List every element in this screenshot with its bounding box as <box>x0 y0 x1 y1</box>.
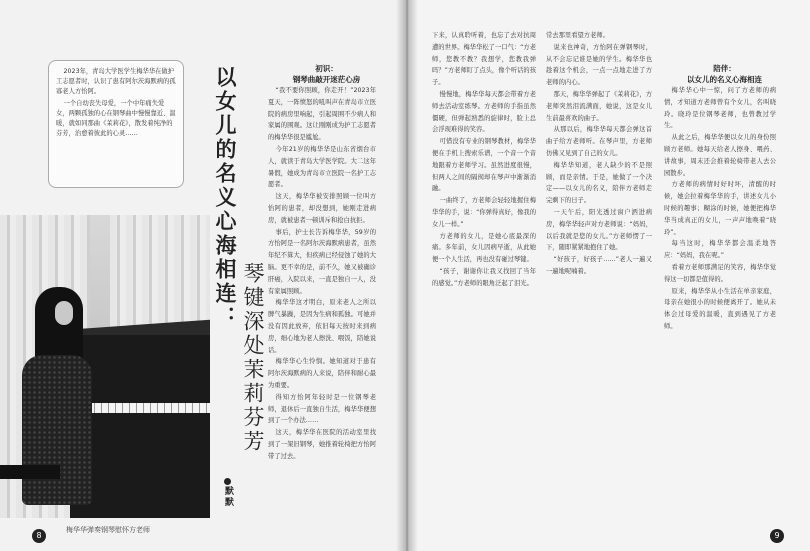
paragraph: 今年21岁的梅华华是山东省烟台市人，就读于青岛大学医学院。大二这年暑假，她成为青岛市立医院一名护工志愿者。 <box>268 145 376 189</box>
author-name: 默默 <box>223 486 233 508</box>
piano-keys <box>74 403 210 413</box>
paragraph: 这天，梅华华被安排照顾一位叫方怡阿的患者，却没想到，她刚走进病房，就被患者一顿训斥和抢白抗拒。 <box>268 193 376 224</box>
paragraph: 方老师的病情时好时坏，清醒的时候，她会拉着梅华华的手，讲述女儿小时候的趣事；糊涂的时候，她便把梅华华当成真正的女儿，一声声地唤着“晓玲”。 <box>664 181 776 236</box>
intro-paragraph: 2023年，青岛大学医学生梅华华在做护工志愿者时，认识了患有阿尔茨海默病的孤寡老人方怡阿。 <box>56 68 176 95</box>
text-column <box>546 30 652 522</box>
article-title: 以女儿的名义心海相连： <box>213 66 238 330</box>
text-column <box>268 64 376 514</box>
paragraph: “孩子，谢谢你让我又找回了当年的感觉。”方老师的眼角泛起了泪光。 <box>432 267 536 287</box>
page-number: 9 <box>770 529 784 543</box>
paragraph: 说来也神奇，方怡阿在弹钢琴时，从不会忘记谁是她的学生。梅华华也趁着这个机会，一点一点地走进了方老师的内心。 <box>546 43 652 87</box>
paragraph: 方老师的女儿，是她心底最深的痛。多年前，女儿因病早逝，从此她便一个人生活，再也没有碰过琴键。 <box>432 232 536 264</box>
article-subtitle: 琴键深处茉莉芬芳 <box>241 262 265 454</box>
paragraph: 得知方怡阿年轻时是一位钢琴老师，退休后一直独自生活，梅华华便想到了一个办法…… <box>268 393 376 425</box>
piano-bench <box>0 465 60 479</box>
page-gutter <box>396 0 418 551</box>
section-title: 初识： <box>315 64 338 73</box>
paragraph: 梅华华知道，老人缺少的不是照顾，而是亲情。于是，她做了一个决定——以女儿的名义，陪伴方老师走完剩下的日子。 <box>546 161 652 205</box>
paragraph: 慢慢地，梅华华每天都会带着方老师去活动室练琴。方老师的手指虽然僵硬，但弹起熟悉的旋律时，脸上总会浮现难得的笑容。 <box>432 90 536 134</box>
paragraph: 这天，梅华华在医院的活动室里找到了一架旧钢琴，她推着轮椅把方怡阿带了过去。 <box>268 429 376 460</box>
paragraph: 梅华华心中一惊，问了方老师的病情，才知道方老师曾有个女儿，名叫晓玲。晓玲是位钢琴老师，也曾教过学生。 <box>664 87 776 130</box>
paragraph: 梅华华这才明白，原来老人之所以脾气暴躁，是因为生病和孤独。可她并没有因此放弃，依旧每天按时来到病房，细心地为老人擦洗、喂饭，陪她说话。 <box>268 299 376 354</box>
paragraph: 一曲终了，方老师会轻轻地握住梅华华的手，说：“你弹得真好，像我的女儿一样。” <box>432 197 536 228</box>
author-bullet-icon <box>224 478 231 485</box>
person-face <box>55 301 73 325</box>
paragraph: 原来，梅华华从小生活在单亲家庭，母亲在她很小的时候便离开了。她从未体会过母爱的温暖，直到遇见了方老师。 <box>664 287 776 330</box>
left-page <box>0 0 403 551</box>
text-column <box>432 30 536 522</box>
paragraph: 可惜没有专业的钢琴教材，梅华华便在手机上搜索乐谱，一个音一个音地跟着方老师学习。虽然进度很慢，但两人之间的隔阂却在琴声中渐渐消融。 <box>432 138 536 193</box>
paragraph: “我不要你照顾，你走开！”2023年夏天，一阵愤怒的吼叫声在青岛市立医院的病房里响起，引起周围不少病人和家属的围观。这让刚刚成为护工志愿者的梅华华很是尴尬。 <box>268 87 376 142</box>
paragraph: 从那以后，梅华华每天都会弹这首曲子给方老师听。在琴声里，方老师仿佛又见到了自己的女儿。 <box>546 126 652 157</box>
paragraph: 那天，梅华华弹起了《茉莉花》，方老师突然泪流满面，她说，这是女儿生前最喜欢的曲子。 <box>546 90 652 122</box>
page-number: 8 <box>32 529 46 543</box>
paragraph: 下来，认真聆听着，也忘了去对抗周遭的世界。梅华华松了一口气：“方老师，您教不教？我想学，您教我弹吗？”方老师盯了点头，像个听话的孩子。 <box>432 32 536 87</box>
pianist-photo <box>0 215 210 518</box>
paragraph: 常去那里看望方老师。 <box>546 32 609 39</box>
paragraph: 事后，护士长告诉梅华华，59岁的方怡阿是一名阿尔茨海默病患者，虽然年纪不算大，但疾病已经侵蚀了她的大脑。更不幸的是，前不久，她又被确诊肝癌，入院以来，一直是独自一人，没有家属照顾。 <box>268 228 376 295</box>
person-dress <box>22 355 92 505</box>
paragraph: 每当这时，梅华华都会温柔地答应：“妈妈，我在呢。” <box>664 240 776 260</box>
section-subtitle: 钢琴曲敲开迷茫心房 <box>292 75 361 84</box>
intro-box <box>48 60 184 188</box>
paragraph: 从此之后，梅华华便以女儿的身份照顾方老师。她每天给老人擦身、喂药、讲故事，周末还会推着轮椅带老人去公园散步。 <box>664 134 776 177</box>
paragraph: 梅华华心生怜悯。她知道对于患有阿尔茨海默病的人来说，陪伴和耐心最为重要。 <box>268 358 376 389</box>
photo-caption: 梅华华弹奏钢琴慰怀方老师 <box>66 526 150 534</box>
right-page <box>407 0 810 551</box>
paragraph: 一天午后，阳光透过窗户洒进病房，梅华华轻声对方老师说：“妈妈，以后我就是您的女儿。”方老师愣了一下，随即紧紧地抱住了她。 <box>546 208 652 252</box>
section-subtitle: 以女儿的名义心海相连 <box>687 75 762 84</box>
paragraph: “好孩子，好孩子……”老人一遍又一遍地呢喃着。 <box>546 256 652 275</box>
paragraph: 看着方老师那满足的笑容，梅华华觉得这一切都是值得的。 <box>664 263 776 283</box>
section-title: 陪伴： <box>713 64 736 73</box>
intro-paragraph: 一个自幼丧失母爱，一个中年痛失爱女，两颗孤独的心在钢琴曲中慢慢靠近、温暖，就如同那曲《茉莉花》，散发着纯净的芬芳，治愈着彼此的心灵…… <box>56 100 176 137</box>
text-column <box>664 64 776 524</box>
